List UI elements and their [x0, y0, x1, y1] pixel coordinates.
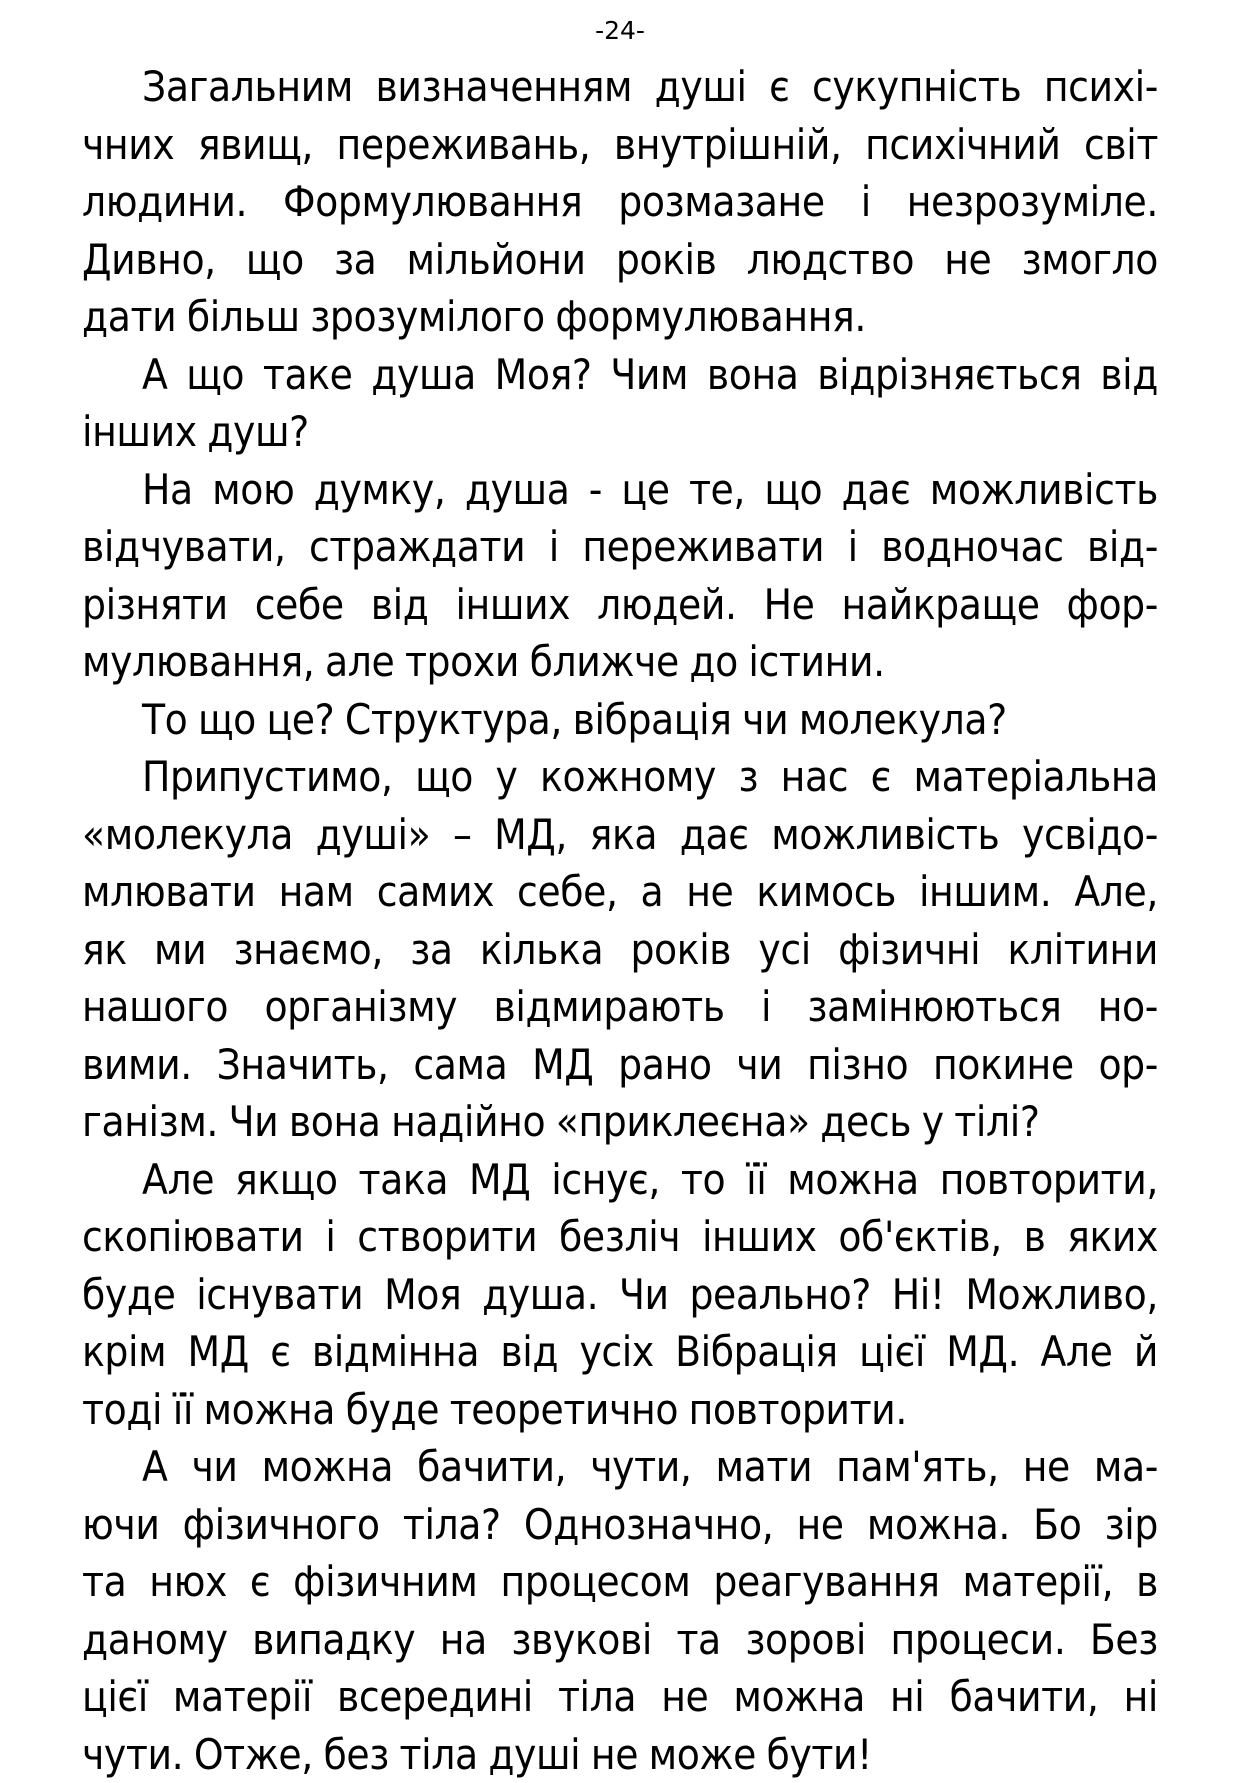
paragraph [82, 58, 1158, 346]
text-line: «молекула душі» – МД, яка дає можливість усвідо- [82, 806, 1158, 864]
text-line: Загальним визначенням душі є сукупність психі- [82, 58, 1158, 116]
paragraph [82, 461, 1158, 691]
page-number: -24- [0, 14, 1240, 48]
text-line: чних явищ, переживань, внутрішній, психічний світ [82, 116, 1158, 174]
paragraph [82, 691, 1158, 749]
text-line: Але якщо така МД існує, то її можна повторити, [82, 1151, 1158, 1209]
text-line: даному випадку на звукові та зорові процеси. Без [82, 1611, 1158, 1669]
text-line: різняти себе від інших людей. Не найкраще фор- [82, 576, 1158, 634]
text-line: людини. Формулювання розмазане і незрозуміле. [82, 173, 1158, 231]
text-line: вими. Значить, сама МД рано чи пізно покине ор- [82, 1036, 1158, 1094]
page-body [82, 58, 1158, 1783]
text-line: А чи можна бачити, чути, мати пам'ять, не ма- [82, 1438, 1158, 1496]
text-line: млювати нам самих себе, а не кимось іншим. Але, [82, 863, 1158, 921]
text-line: Припустимо, що у кожному з нас є матеріальна [82, 748, 1158, 806]
text-line: нашого організму відмирають і замінюються но- [82, 978, 1158, 1036]
text-line: ючи фізичного тіла? Однозначно, не можна. Бо зір [82, 1496, 1158, 1554]
text-line: То що це? Структура, вібрація чи молекула? [82, 691, 1158, 749]
text-line: крім МД є відмінна від усіх Вібрація цієї МД. Але й [82, 1323, 1158, 1381]
text-line: як ми знаємо, за кілька років усі фізичні клітини [82, 921, 1158, 979]
text-line: А що таке душа Моя? Чим вона відрізняється від [82, 346, 1158, 404]
text-line: скопіювати і створити безліч інших об'єктів, в яких [82, 1208, 1158, 1266]
paragraph [82, 1151, 1158, 1439]
text-line: інших душ? [82, 403, 1158, 461]
text-line: відчувати, страждати і переживати і водночас від- [82, 518, 1158, 576]
text-line: На мою думку, душа - це те, що дає можливість [82, 461, 1158, 519]
text-line: ганізм. Чи вона надійно «приклеєна» десь у тілі? [82, 1093, 1158, 1151]
text-line: Дивно, що за мільйони років людство не змогло [82, 231, 1158, 289]
text-line: чути. Отже, без тіла душі не може бути! [82, 1726, 1158, 1783]
text-line: тоді її можна буде теоретично повторити. [82, 1381, 1158, 1439]
text-line: дати більш зрозумілого формулювання. [82, 288, 1158, 346]
text-line: мулювання, але трохи ближче до істини. [82, 633, 1158, 691]
paragraph [82, 346, 1158, 461]
text-line: цієї матерії всередині тіла не можна ні бачити, ні [82, 1668, 1158, 1726]
text-line: буде існувати Моя душа. Чи реально? Ні! Можливо, [82, 1266, 1158, 1324]
text-line: та нюх є фізичним процесом реагування матерії, в [82, 1553, 1158, 1611]
paragraph [82, 748, 1158, 1151]
paragraph [82, 1438, 1158, 1783]
